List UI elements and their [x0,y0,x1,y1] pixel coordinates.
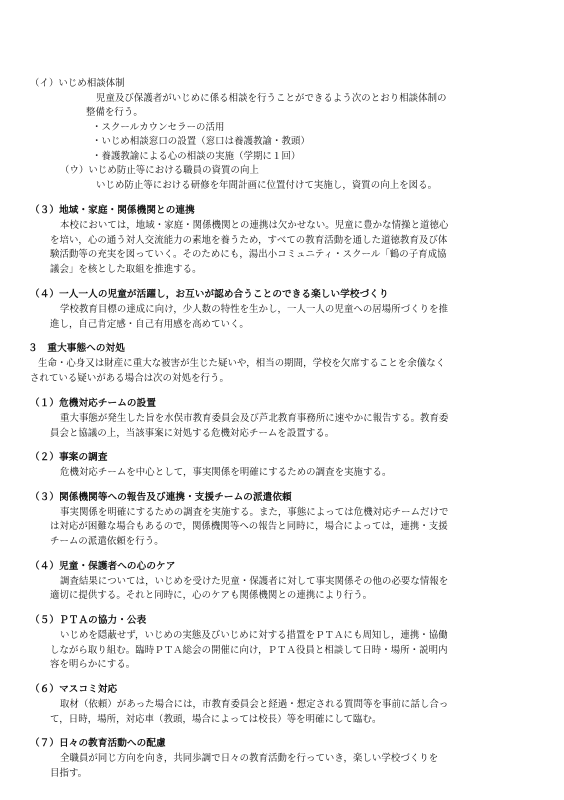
paragraph-line: 学校教育目標の達成に向け，少人数の特性を生かし，一人一人の児童への居場所づくりを推 [60,304,449,315]
paragraph-line: て，日時，場所，対応車（教頭，場合によっては校長）等を明確にして臨む。 [50,714,382,725]
section-heading-1: （１）危機対応チームの設置 [30,398,157,409]
section-heading-7: （７）日々の教育活動への配慮 [30,738,166,749]
paragraph-line: 生命・心身又は財産に重大な被害が生じた疑いや，相当の期間，学校を欠席することを余儀なく [38,358,446,369]
paragraph-line: は対応が困難な場合もあるので，関係機関等への報告と同時に，場合によっては，連携・支援 [50,521,448,532]
section-heading-5: （５）ＰＴＡの協力・公表 [30,615,147,626]
paragraph-line: いじめを隠蔽せず，いじめの実態及びいじめに対する措置をＰＴＡにも周知し，連携・協働 [60,630,448,641]
paragraph-line: 験活動等の充実を図っていく。そのためにも，湯出小コミュニティ・スクール「鶴の子育成協 [50,249,447,260]
paragraph-line: 整備を行う。 [86,107,143,118]
bullet-item: ・いじめ相談窓口の設置（窓口は養護教諭・教頭） [92,136,310,147]
paragraph-line: 議会」を核とした取組を推進する。 [50,264,202,275]
paragraph-line: 容を明らかにする。 [50,659,136,670]
paragraph-line: 危機対応チームを中心として，事実関係を明確にするための調査を実施する。 [60,467,392,478]
bullet-item: ・スクールカウンセラーの活用 [92,122,225,133]
paragraph-line: 全職員が同じ方向を向き，共同歩調で日々の教育活動を行っていき，楽しい学校づくりを [60,753,439,764]
paragraph-line: 調査結果については，いじめを受けた児童・保護者に対して事実関係その他の必要な情報を [60,576,449,587]
paragraph-line: 本校においては，地域・家庭・関係機関との連携は欠かせない。児童に豊かな情操と道徳心 [60,220,449,231]
section-heading-3b: （３）関係機関等への報告及び連携・支援チームの派遣依頼 [30,492,292,503]
paragraph-line: 重大事態が発生した旨を水俣市教育委員会及び芦北教育事務所に速やかに報告する。教育委 [60,413,449,424]
paragraph-line: 事実関係を明確にするための調査を実施する。また，事態によっては危機対応チームだけで [60,507,449,518]
section-heading-2: （２）事案の調査 [30,452,108,463]
subsection-heading-i: （イ）いじめ相談体制 [30,78,125,89]
section-heading-4: （４）一人一人の児童が活躍し，お互いが認め合うことのできる楽しい学校づくり [30,289,389,300]
section-heading-4b: （４）児童・保護者への心のケア [30,561,176,572]
section-heading-6: （６）マスコミ対応 [30,684,118,695]
bullet-item: ・養護教諭による心の相談の実施（学期に１回） [92,151,301,162]
paragraph-line: いじめ防止等における研修を年間計画に位置付けて実施し，資質の向上を図る。 [96,180,438,191]
paragraph-line: 児童及び保護者がいじめに係る相談を行うことができるよう次のとおり相談体制の [96,93,447,104]
paragraph-line: 目指す。 [50,768,88,779]
paragraph-line: チームの派遣依頼を行う。 [50,536,164,547]
subsection-heading-u: （ウ）いじめ防止等における職員の資質の向上 [60,165,259,176]
paragraph-line: 進し，自己肯定感・自己有用感を高めていく。 [50,319,249,330]
paragraph-line: を培い，心の通う対人交流能力の素地を養うため，すべての教育活動を通した道徳教育及び体 [50,235,448,246]
paragraph-line: 適切に提供する。それと同時に，心のケアも関係機関との連携により行う。 [50,590,373,601]
paragraph-line: 員会と協議の上，当該事案に対処する危機対応チームを設置する。 [50,428,335,439]
paragraph-line: しながら取り組む。臨時ＰＴＡ総会の開催に向け，ＰＴＡ役員と相談して日時・場所・説明内 [50,645,448,656]
chapter-heading-3: ３ 重大事態への対処 [28,343,125,354]
section-heading-3: （３）地域・家庭・関係機関との連携 [30,205,195,216]
paragraph-line: されている疑いがある場合は次の対処を行う。 [30,373,229,384]
paragraph-line: 取材（依頼）があった場合には，市教育委員会と経過・想定される質問等を事前に話し合っ [60,699,449,710]
